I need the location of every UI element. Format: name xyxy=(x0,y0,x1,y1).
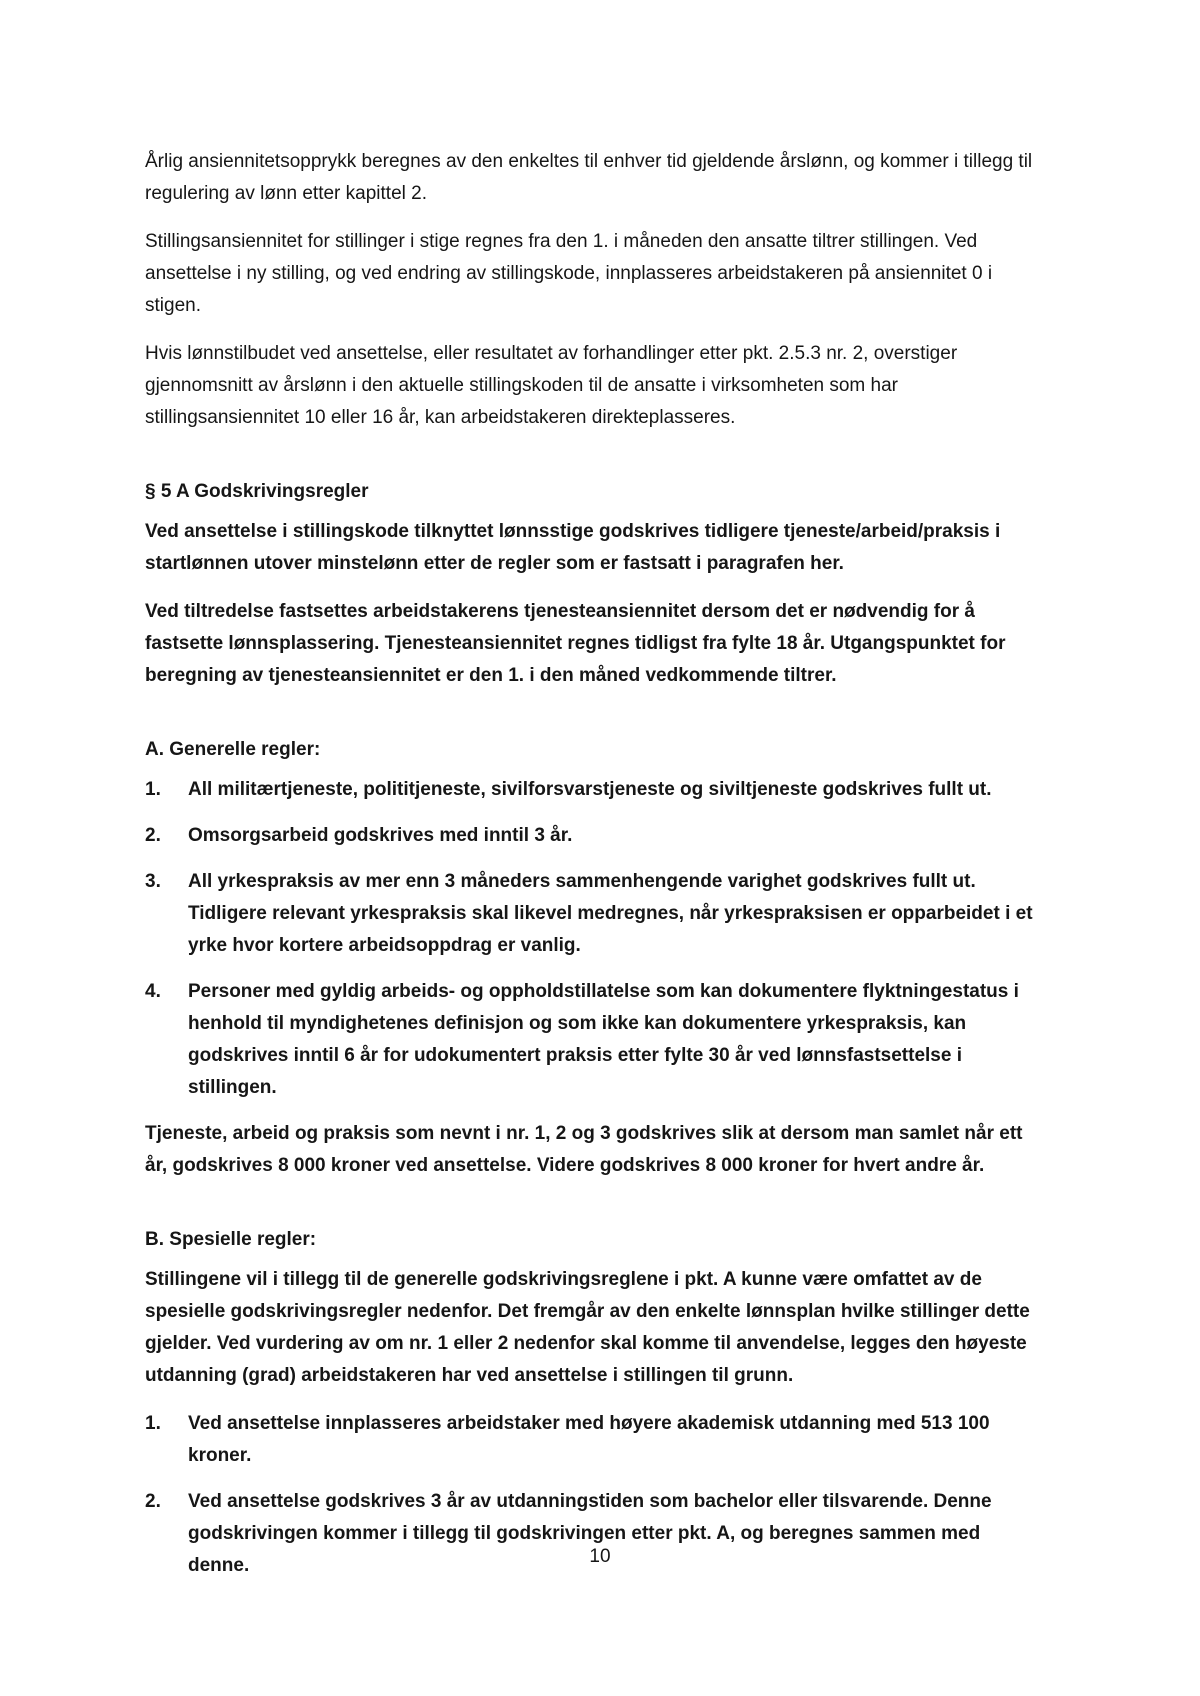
general-rules-closing-paragraph: Tjeneste, arbeid og praksis som nevnt i nr. 1, 2 og 3 godskrives slik at dersom man samlet når ett år, godskrives 8 000 kroner ved ansettelse. Videre godskrives 8 000 kroner for hvert andre år. xyxy=(145,1123,1023,1176)
list-item-number: 4. xyxy=(145,981,161,1002)
intro-paragraph-3: Hvis lønnstilbudet ved ansettelse, eller resultatet av forhandlinger etter pkt. 2.5.3 nr. 2, overstiger gjennomsnitt av årslønn i den aktuelle stillingskoden til de ansatte i virksomheten som har stillingsansiennitet 10 eller 16 år, kan arbeidstakeren direkteplasseres. xyxy=(145,343,958,428)
section-5a-heading: § 5 A Godskrivingsregler xyxy=(145,481,369,502)
list-item-text: Personer med gyldig arbeids- og oppholdstillatelse som kan dokumentere flyktningestatus i henhold til myndighetenes definisjon og som ikke kan dokumentere yrkespraksis, kan godskrives inntil 6 år for udokumentert praksis etter fylte 30 år ved lønnsfastsettelse i stillingen. xyxy=(188,981,1019,1098)
section-spacer xyxy=(145,1198,1045,1224)
list-item-number: 3. xyxy=(145,871,161,892)
general-rules-heading: A. Generelle regler: xyxy=(145,739,321,760)
general-rules-list xyxy=(145,774,1045,1104)
list-item-text: Ved ansettelse godskrives 3 år av utdanningstiden som bachelor eller tilsvarende. Denne godskrivingen kommer i tillegg til godskrivingen etter pkt. A, og beregnes sammen med denne. xyxy=(188,1491,992,1576)
list-item-number: 2. xyxy=(145,825,161,846)
list-item xyxy=(145,866,1045,962)
list-item-number: 1. xyxy=(145,1413,161,1434)
list-item xyxy=(145,976,1045,1104)
section-spacer xyxy=(145,450,1045,476)
section-spacer xyxy=(145,708,1045,734)
list-item xyxy=(145,774,1045,806)
section-5a-paragraph-1: Ved ansettelse i stillingskode tilknyttet lønnsstige godskrives tidligere tjeneste/arbeid/praksis i startlønnen utover minstelønn etter de regler som er fastsatt i paragrafen her. xyxy=(145,521,1001,574)
intro-paragraph-2: Stillingsansiennitet for stillinger i stige regnes fra den 1. i måneden den ansatte tiltrer stillingen. Ved ansettelse i ny stilling, og ved endring av stillingskode, innplasseres arbeidstakeren på ansiennitet 0 i stigen. xyxy=(145,231,993,316)
page-number: 10 xyxy=(589,1546,611,1567)
page-content xyxy=(145,146,1045,1596)
list-item-text: Ved ansettelse innplasseres arbeidstaker med høyere akademisk utdanning med 513 100 kroner. xyxy=(188,1413,990,1466)
list-item-number: 1. xyxy=(145,779,161,800)
list-item-number: 2. xyxy=(145,1491,161,1512)
section-5a-paragraph-2: Ved tiltredelse fastsettes arbeidstakerens tjenesteansiennitet dersom det er nødvendig for å fastsette lønnsplassering. Tjenesteansiennitet regnes tidligst fra fylte 18 år. Utgangspunktet for beregning av tjenesteansiennitet er den 1. i den måned vedkommende tiltrer. xyxy=(145,601,1006,686)
list-item-text: Omsorgsarbeid godskrives med inntil 3 år. xyxy=(188,825,573,846)
list-item xyxy=(145,820,1045,852)
list-item-text: All yrkespraksis av mer enn 3 måneders sammenhengende varighet godskrives fullt ut. Tidligere relevant yrkespraksis skal likevel medregnes, når yrkespraksisen er opparbeidet i et yrke hvor kortere arbeidsoppdrag er vanlig. xyxy=(188,871,1033,956)
special-rules-intro: Stillingene vil i tillegg til de generelle godskrivingsreglene i pkt. A kunne være omfattet av de spesielle godskrivingsregler nedenfor. Det fremgår av den enkelte lønnsplan hvilke stillinger dette gjelder. Ved vurdering av om nr. 1 eller 2 nedenfor skal komme til anvendelse, legges den høyeste utdanning (grad) arbeidstakeren har ved ansettelse i stillingen til grunn. xyxy=(145,1269,1030,1386)
list-item-text: All militærtjeneste, polititjeneste, sivilforsvarstjeneste og siviltjeneste godskrives fullt ut. xyxy=(188,779,992,800)
intro-paragraph-1: Årlig ansiennitetsopprykk beregnes av den enkeltes til enhver tid gjeldende årslønn, og kommer i tillegg til regulering av lønn etter kapittel 2. xyxy=(145,151,1033,204)
list-item xyxy=(145,1408,1045,1472)
special-rules-heading: B. Spesielle regler: xyxy=(145,1229,317,1250)
